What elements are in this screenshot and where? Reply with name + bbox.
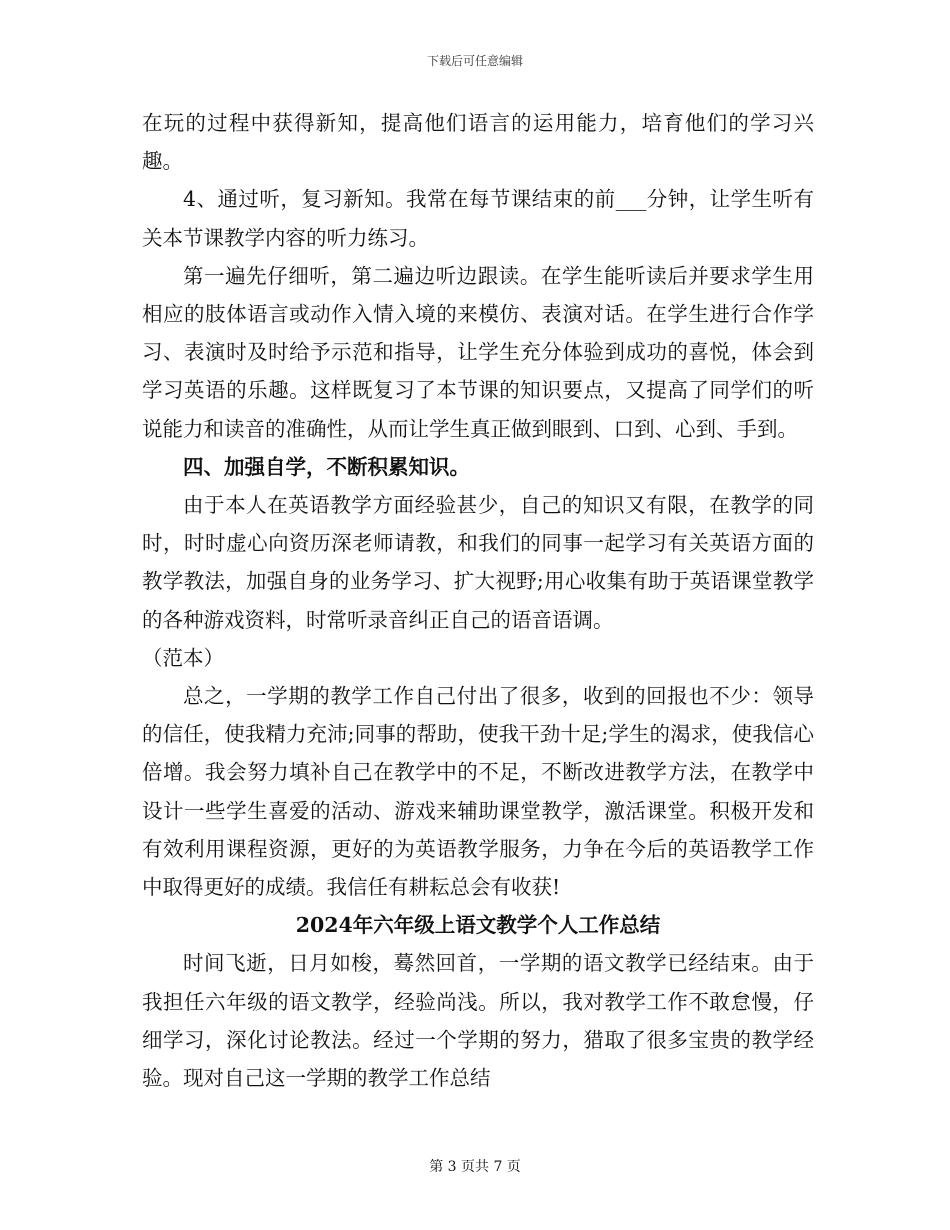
page-header: 下载后可任意编辑 [426, 54, 523, 68]
paragraph: 在玩的过程中获得新知，提高他们语言的运用能力，培育他们的学习兴趣。 [142, 111, 814, 174]
paragraph: 4、通过听，复习新知。我常在每节课结束的前___分钟，让学生听有关本节课教学内容的听力练习。 [142, 187, 814, 250]
page-number: 第 3 页共 7 页 [429, 1159, 521, 1175]
document-title: 2024年六年级上语文教学个人工作总结 [295, 913, 661, 938]
paragraph: 第一遍先仔细听，第二遍边听边跟读。在学生能听读后并要求学生用相应的肢体语言或动作入情入境的来模仿、表演对话。在学生进行合作学习、表演时及时给予示范和指导，让学生充分体验到成功的喜悦，体会到学习英语的乐趣。这样既复习了本节课的知识要点，又提高了同学们的听说能力和读音的准确性，从而让学生真正做到眼到、口到、心到、手到。 [142, 263, 814, 441]
section-heading: 四、加强自学，不断积累知识。 [183, 454, 470, 479]
paragraph: （范本） [142, 645, 224, 670]
paragraph: 时间飞逝，日月如梭，蓦然回首，一学期的语文教学已经结束。由于我担任六年级的语文教学，经验尚浅。所以，我对教学工作不敢怠慢，仔细学习，深化讨论教法。经过一个学期的努力，猎取了很多宝贵的教学经验。现对自己这一学期的教学工作总结 [142, 951, 814, 1091]
document-body [142, 104, 814, 1097]
paragraph: 由于本人在英语教学方面经验甚少，自己的知识又有限，在教学的同时，时时虚心向资历深老师请教，和我们的同事一起学习有关英语方面的教学教法，加强自身的业务学习、扩大视野;用心收集有助于英语课堂教学的各种游戏资料，时常听录音纠正自己的语音语调。 [142, 493, 814, 632]
paragraph: 总之，一学期的教学工作自己付出了很多，收到的回报也不少：领导的信任，使我精力充沛;同事的帮助，使我干劲十足;学生的渴求，使我信心倍增。我会努力填补自己在教学中的不足，不断改进教学方法，在教学中设计一些学生喜爱的活动、游戏来辅助课堂教学，激活课堂。积极开发和有效利用课程资源，更好的为英语教学服务，力争在今后的英语教学工作中取得更好的成绩。我信任有耕耘总会有收获! [142, 684, 814, 900]
